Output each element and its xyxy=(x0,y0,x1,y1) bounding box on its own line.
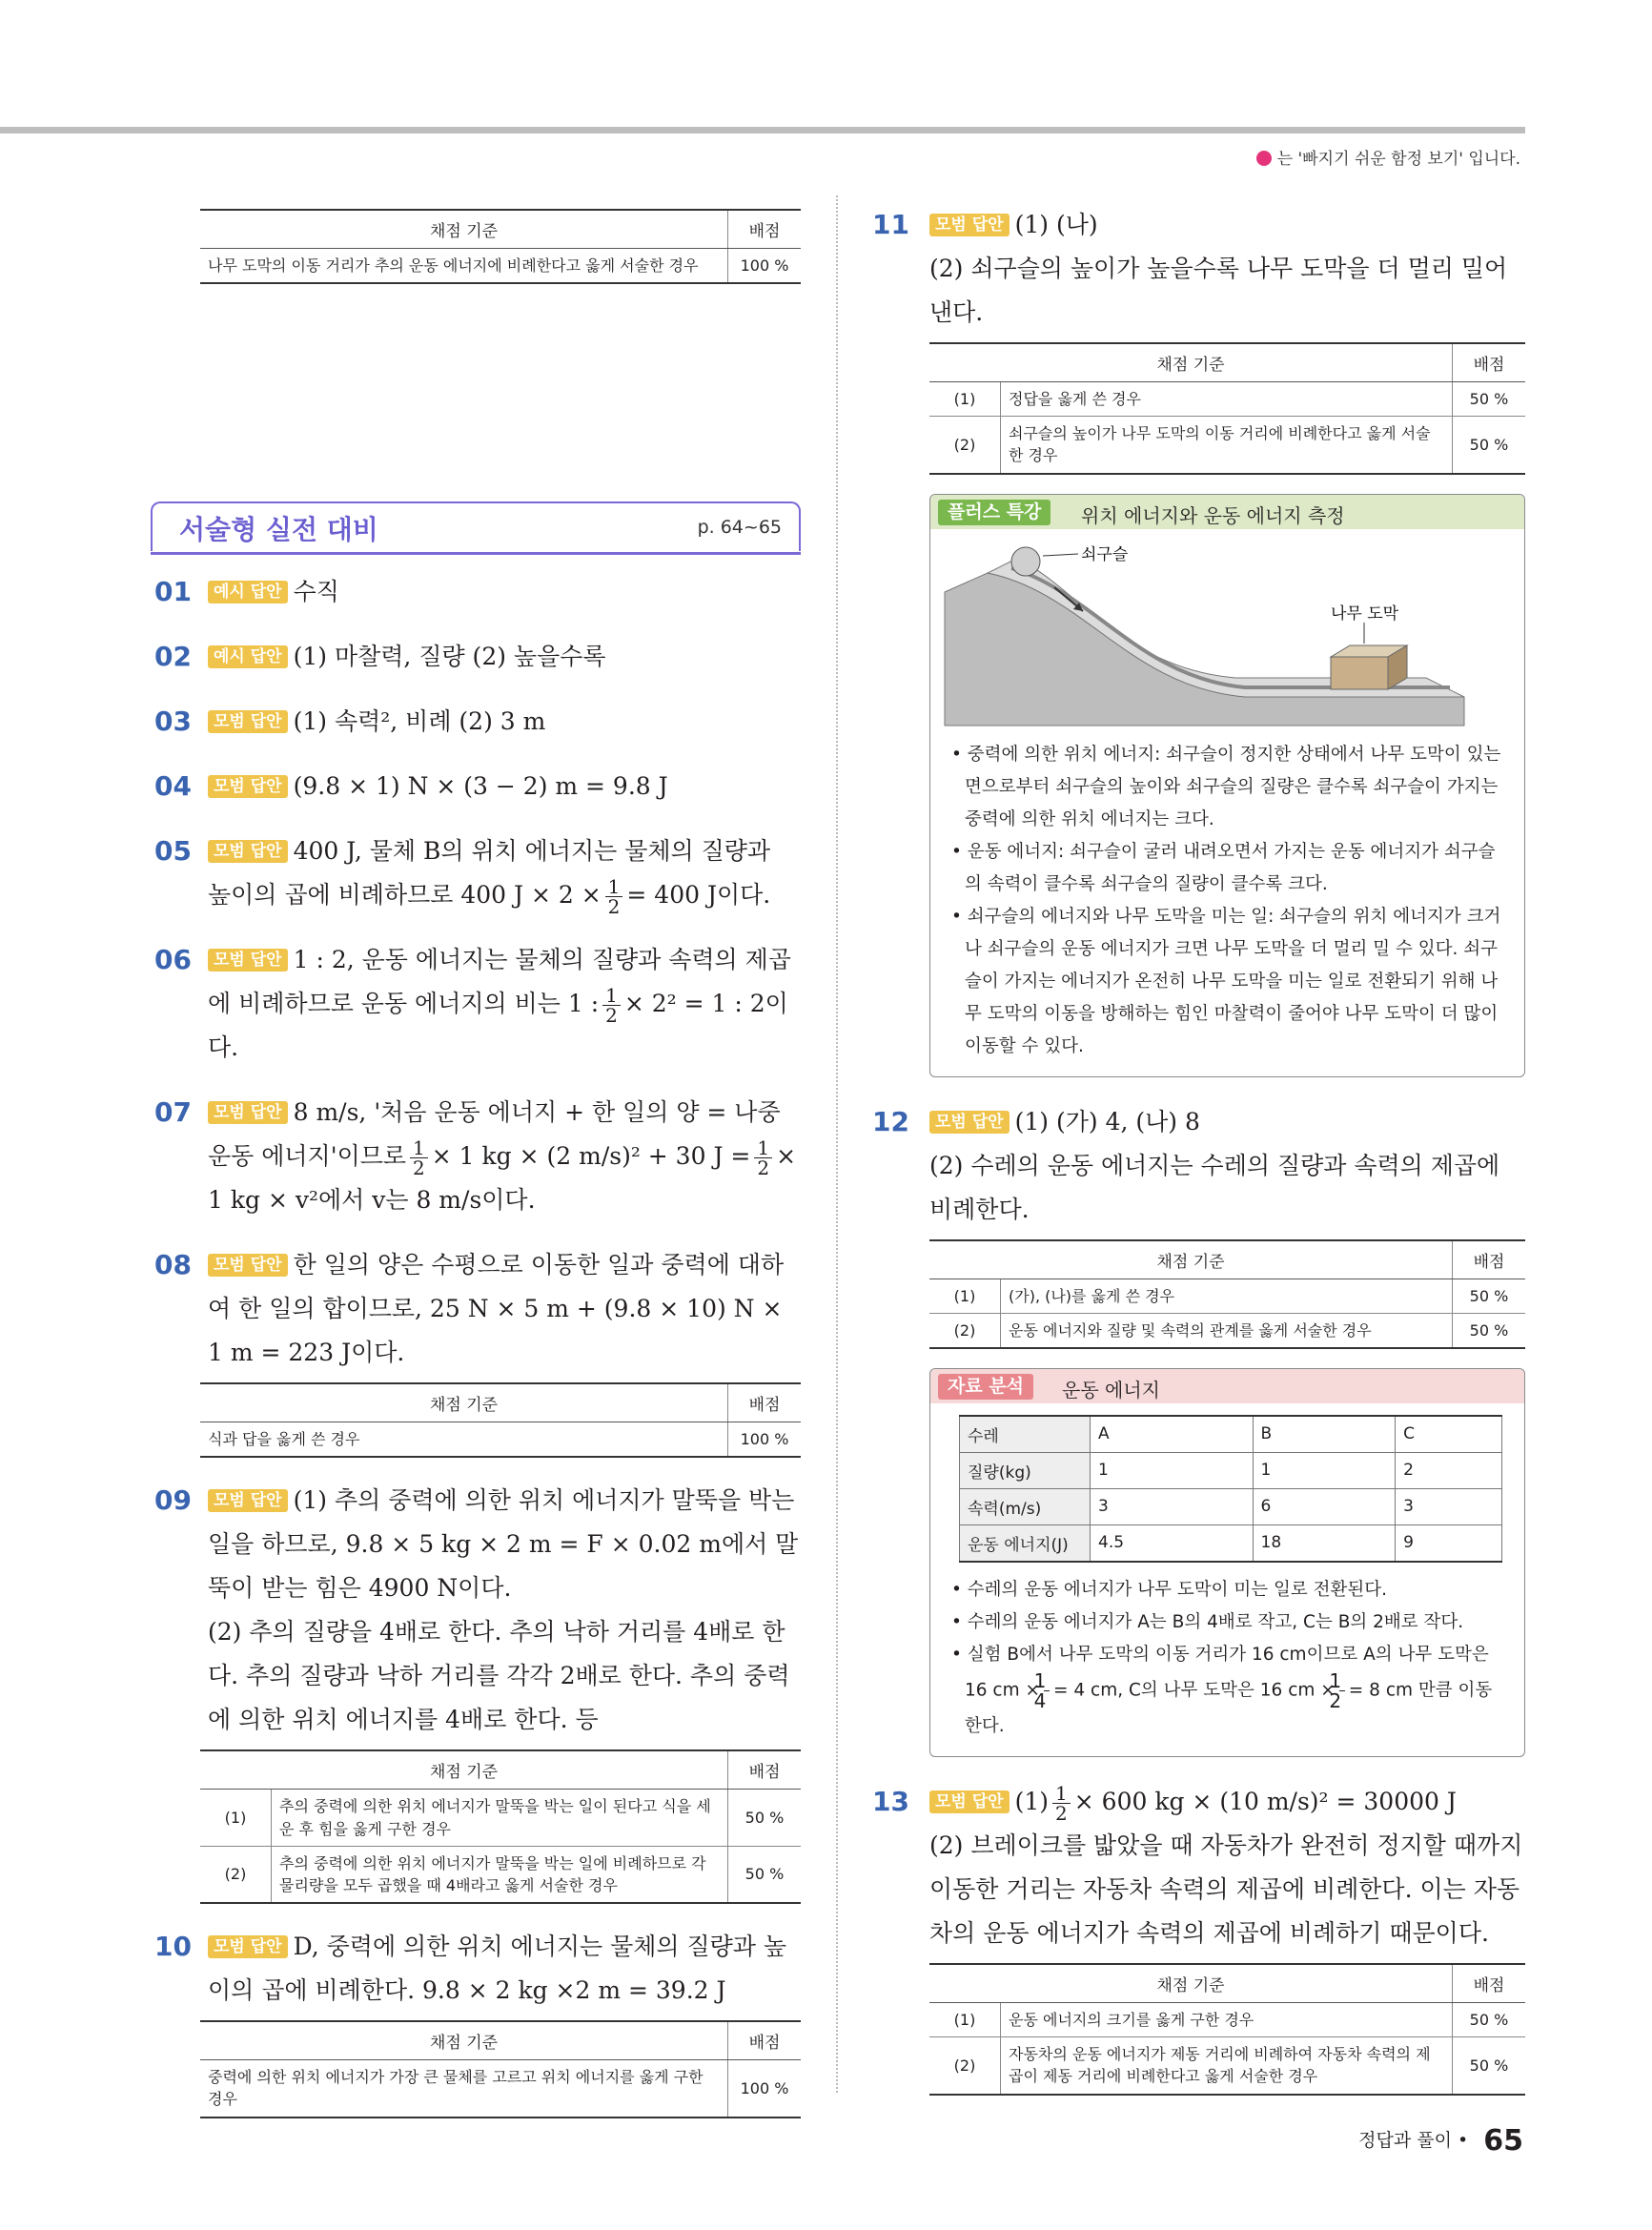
q13-score-table: 채점 기준 배점 (1) 운동 에너지의 크기를 옳게 구한 경우 50 % (2) 자동차의 운동 에너지가 제동 거리에 비례하여 자동차 속력의 제곱이 제동 거리에 비례한다고 옳게 서술한 경우 50 % xyxy=(929,1963,1525,2096)
right-column xyxy=(872,195,1525,2096)
bullet: • 운동 에너지: 쇠구슬이 굴러 내려오면서 가지는 운동 에너지가 쇠구슬의 속력이 클수록 쇠구슬의 질량이 클수록 크다. xyxy=(948,836,1507,901)
answer-badge: 모범 답안 xyxy=(208,1935,288,1958)
fraction: $\frac{1}{4}$ xyxy=(1044,1671,1050,1710)
question-12: 12 모범 답안 (1) (가) 4, (나) 8 (2) 수레의 운동 에너지는 수레의 질량과 속력의 제곱에 비례한다. xyxy=(872,1105,1500,1223)
column-divider xyxy=(836,195,838,2093)
question-10: 10 모범 답안 D, 중력에 의한 위치 에너지는 물체의 질량과 높이의 곱에 비례한다. 9.8 × 2 kg ×2 m = 39.2 J xyxy=(154,1931,787,2005)
question-11: 11 모범 답안 (1) (나) (2) 쇠구슬의 높이가 높을수록 나무 도막을 더 멀리 밀어낸다. xyxy=(872,209,1508,326)
page-footer: 정답과 풀이 • 65 xyxy=(1358,2124,1523,2158)
fraction: $\frac{1}{2}$ xyxy=(1052,1784,1071,1823)
analysis-tag: 자료 분석 xyxy=(938,1374,1033,1400)
analysis-title: 운동 에너지 xyxy=(1062,1378,1160,1401)
question-02: 02 예시 답안 (1) 마찰력, 질량 (2) 높을수록 xyxy=(154,641,606,673)
answer-badge: 모범 답안 xyxy=(929,1111,1010,1134)
bullet: • 수레의 운동 에너지가 A는 B의 4배로 작고, C는 B의 2배로 작다. xyxy=(948,1606,1507,1639)
analysis-box xyxy=(929,1368,1525,1757)
answer-badge: 모범 답안 xyxy=(208,840,288,863)
plus-title: 위치 에너지와 운동 에너지 측정 xyxy=(1081,503,1345,527)
footer-label: 정답과 풀이 xyxy=(1358,2130,1452,2151)
q08-score-table: 채점 기준 배점 식과 답을 옳게 쓴 경우 100 % xyxy=(200,1382,801,1458)
plus-bullets xyxy=(948,739,1507,1063)
top-score-table: 채점 기준 배점 나무 도막의 이동 거리가 추의 운동 에너지에 비례한다고 옳게 서술한 경우 100 % xyxy=(200,209,801,284)
page-number: 65 xyxy=(1483,2124,1523,2158)
ball-label: 쇠구슬 xyxy=(1081,544,1129,564)
section-title: 서술형 실전 대비 p. 64~65 xyxy=(151,501,801,551)
answer-badge: 모범 답안 xyxy=(208,1254,288,1277)
answer-badge: 모범 답안 xyxy=(929,214,1010,236)
q12-score-table: 채점 기준 배점 (1) (가), (나)를 옳게 쓴 경우 50 % (2) 운동 에너지와 질량 및 속력의 관계를 옳게 서술한 경우 50 % xyxy=(929,1239,1525,1349)
bullet: • 중력에 의한 위치 에너지: 쇠구슬이 정지한 상태에서 나무 도막이 있는 면으로부터 쇠구슬의 높이와 쇠구슬의 질량은 클수록 쇠구슬이 가지는 중력에 의한 위치 에너지는 크다. xyxy=(948,739,1507,836)
bullet: • 수레의 운동 에너지가 나무 도막이 미는 일로 전환된다. xyxy=(948,1574,1507,1606)
answer-badge: 모범 답안 xyxy=(208,1489,288,1512)
plus-tag: 플러스 특강 xyxy=(938,500,1050,525)
header-hint: 는 '빠지기 쉬운 함정 보기' 입니다. xyxy=(1256,145,1520,169)
question-09: 09 모범 답안 (1) 추의 중력에 의한 위치 에너지가 말뚝을 박는 일을 하므로, 9.8 × 5 kg × 2 m = F × 0.02 m에서 말뚝이 받는 힘은 4900 N이다. (2) 추의 질량을 4배로 한다. 추의 낙하 거리를 4배로 한다. 추의 질량과 낙하 거리를 각각 2배로 한다. 추의 중력에 의한 위치 에너지를 4배로 한다. 등 xyxy=(154,1484,799,1734)
question-08: 08 모범 답안 한 일의 양은 수평으로 이동한 일과 중력에 대하여 한 일의 합이므로, 25 N × 5 m + (9.8 × 10) N × 1 m = 223 J이다. xyxy=(154,1249,785,1367)
fraction: $\frac{1}{2}$ xyxy=(1339,1671,1345,1710)
fraction: $\frac{1}{2}$ xyxy=(605,877,623,916)
answer-badge: 예시 답안 xyxy=(208,645,288,668)
question-06: 06 모범 답안 1 : 2, 운동 에너지는 물체의 질량과 속력의 제곱에 비례하므로 운동 에너지의 비는 1 : $\frac{1}{2}$ × 2² = 1 : 2이다. xyxy=(154,944,791,1062)
answer-badge: 예시 답안 xyxy=(208,581,288,604)
answer-badge: 모범 답안 xyxy=(208,1101,288,1124)
bullet: • 실험 B에서 나무 도막의 이동 거리가 16 cm이므로 A의 나무 도막은 16 cm × $\frac{1}{4}$ = 4 cm, C의 나무 도막은 16 cm × $\frac{1}{2}$ = 8 cm 만큼 이동한다. xyxy=(948,1639,1507,1743)
q11-score-table: 채점 기준 배점 (1) 정답을 옳게 쓴 경우 50 % (2) 쇠구슬의 높이가 나무 도막의 이동 거리에 비례한다고 옳게 서술한 경우 50 % xyxy=(929,342,1525,475)
fraction: $\frac{1}{2}$ xyxy=(754,1138,772,1177)
fraction: $\frac{1}{2}$ xyxy=(602,986,621,1025)
plus-box xyxy=(929,494,1525,1077)
left-column xyxy=(154,195,801,2118)
question-03: 03 모범 답안 (1) 속력², 비례 (2) 3 m xyxy=(154,706,546,738)
question-05: 05 모범 답안 400 J, 물체 B의 위치 에너지는 물체의 질량과 높이의 곱에 비례하므로 400 J × 2 × $\frac{1}{2}$ = 400 J이다. xyxy=(154,835,771,919)
answer-badge: 모범 답안 xyxy=(929,1790,1010,1813)
q09-score-table: 채점 기준 배점 (1) 추의 중력에 의한 위치 에너지가 말뚝을 박는 일이 된다고 식을 세운 후 힘을 옳게 구한 경우 50 % (2) 추의 중력에 의한 위치 에너지가 말뚝을 박는 일에 비례하므로 각 물리량을 모두 곱했을 때 4배라고 옳게 서술한 경우 50 % xyxy=(200,1749,801,1904)
q10-score-table: 채점 기준 배점 중력에 의한 위치 에너지가 가장 큰 물체를 고르고 위치 에너지를 옳게 구한 경우 100 % xyxy=(200,2020,801,2117)
question-04: 04 모범 답안 (9.8 × 1) N × (3 − 2) m = 9.8 J xyxy=(154,770,668,803)
answer-badge: 모범 답안 xyxy=(208,775,288,798)
question-13: 13 모범 답안 (1) $\frac{1}{2}$ × 600 kg × (10 m/s)² = 30000 J (2) 브레이크를 밟았을 때 자동차가 완전히 정지할 때까지 이동한 거리는 자동차 속력의 제곱에 비례한다. 이는 자동차의 운동 에너지가 속력의 제곱에 비례하기 때문이다. xyxy=(872,1781,1523,1947)
bullet: • 쇠구슬의 에너지와 나무 도막을 미는 일: 쇠구슬의 위치 에너지가 크거나 쇠구슬의 운동 에너지가 크면 나무 도막을 더 멀리 밀 수 있다. 쇠구슬이 가지는 에너지가 온전히 나무 도막을 미는 일로 전환되기 위해 나무 도막의 이동을 방해하는 힘인 마찰력이 줄어야 나무 도막이 더 많이 이동할 수 있다. xyxy=(948,901,1507,1063)
analysis-bullets xyxy=(948,1574,1507,1743)
question-07: 07 모범 답안 8 m/s, '처음 운동 에너지 + 한 일의 양 = 나중 운동 에너지'이므로 $\frac{1}{2}$ × 1 kg × (2 m/s)² + 30 J = $\frac{1}{2}$ × 1 kg × v²에서 v는 8 m/s이다. xyxy=(154,1096,797,1215)
block-label: 나무 도막 xyxy=(1331,604,1399,624)
answer-badge: 모범 답안 xyxy=(208,710,288,733)
question-01: 01 예시 답안 수직 xyxy=(154,576,339,608)
cart-table: 수레 A B C 질량(kg) 1 1 2 속력(m/s) 3 6 3 운동 에너지(J) 4.5 18 9 xyxy=(959,1415,1502,1563)
header-rule xyxy=(0,127,1525,133)
alarm-icon xyxy=(1256,151,1272,166)
ramp-illustration xyxy=(930,535,1488,735)
answer-badge: 모범 답안 xyxy=(208,949,288,972)
fraction: $\frac{1}{2}$ xyxy=(410,1138,428,1177)
